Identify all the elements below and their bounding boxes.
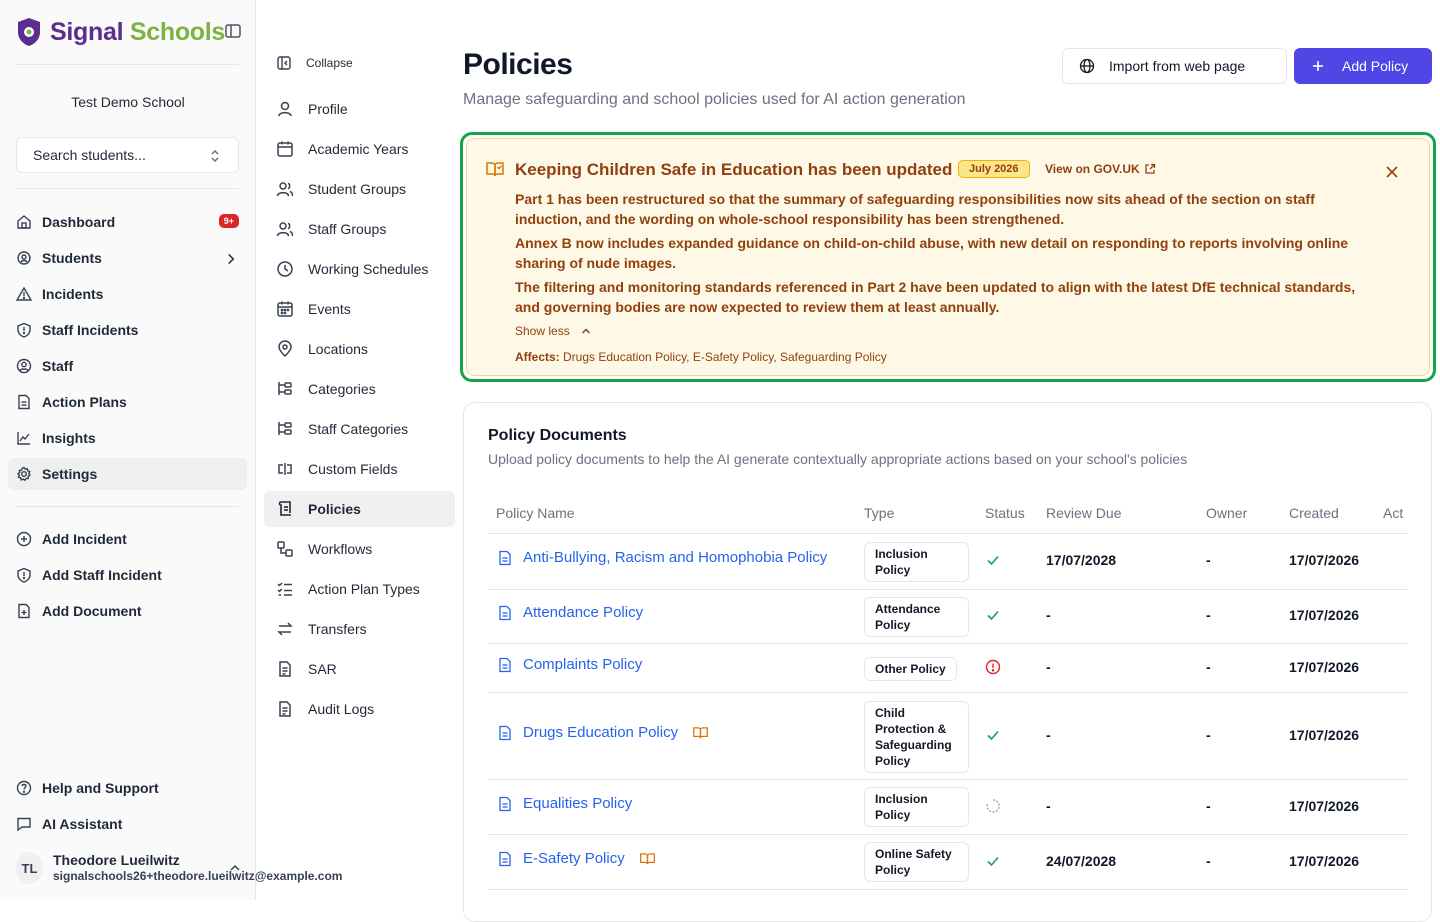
user-icon <box>276 100 294 118</box>
owner: - <box>1206 552 1211 568</box>
panel-toggle-icon[interactable] <box>224 22 242 40</box>
loading-spinner-icon <box>985 798 1001 814</box>
policy-name: Anti-Bullying, Racism and Homophobia Policy <box>523 549 828 566</box>
kcsie-book-icon <box>692 726 709 740</box>
owner: - <box>1206 853 1211 869</box>
students-icon <box>16 250 32 266</box>
close-icon[interactable] <box>1385 165 1399 179</box>
subnav-label: SAR <box>308 661 337 677</box>
col-header-actions[interactable]: Act <box>1383 505 1404 521</box>
subnav-label: Transfers <box>308 621 367 637</box>
created-date: 17/07/2026 <box>1289 607 1360 623</box>
plus-icon <box>1310 58 1326 74</box>
user-menu[interactable] <box>16 848 343 888</box>
nav-action-plans[interactable] <box>8 386 247 418</box>
policy-name: Equalities Policy <box>523 795 633 812</box>
shield-icon <box>16 322 32 338</box>
settings-action-plan-types[interactable] <box>264 571 455 607</box>
divider <box>488 589 1408 590</box>
subnav-label: Categories <box>308 381 376 397</box>
user-circle-icon <box>16 358 32 374</box>
settings-categories[interactable] <box>264 371 455 407</box>
error-icon <box>985 659 1001 675</box>
subnav-label: Workflows <box>308 541 373 557</box>
table-row-name-link[interactable] <box>497 795 632 812</box>
file-text-icon <box>276 700 294 718</box>
review-due: - <box>1046 659 1051 675</box>
nav-staff[interactable] <box>8 350 247 382</box>
globe-icon <box>1079 58 1095 74</box>
plus-circle-icon <box>16 531 32 547</box>
subnav-label: Staff Groups <box>308 221 387 237</box>
divider <box>488 692 1408 693</box>
workflow-icon <box>276 540 294 558</box>
chart-line-icon <box>16 430 32 446</box>
policy-type-badge: Child Protection & Safeguarding Policy <box>864 701 969 773</box>
map-pin-icon <box>276 340 294 358</box>
brand-name: Signal Schools <box>50 17 226 46</box>
divider <box>488 889 1408 890</box>
import-from-web-button[interactable] <box>1062 48 1287 84</box>
clock-icon <box>276 260 294 278</box>
owner: - <box>1206 659 1211 675</box>
document-icon <box>497 725 513 741</box>
quick-add-document[interactable] <box>8 595 247 627</box>
file-text-icon <box>276 660 294 678</box>
policy-type-badge: Online Safety Policy <box>864 842 969 882</box>
link-label: View on GOV.UK <box>1045 162 1140 176</box>
list-checks-icon <box>276 580 294 598</box>
nav-label: Help and Support <box>42 780 159 796</box>
nav-dashboard[interactable] <box>8 206 247 238</box>
settings-audit-logs[interactable] <box>264 691 455 727</box>
created-date: 17/07/2026 <box>1289 798 1360 814</box>
card-title: Policy Documents <box>488 427 627 444</box>
subnav-label: Profile <box>308 101 348 117</box>
page-subtitle: Manage safeguarding and school policies used for AI action generation <box>463 91 966 108</box>
settings-academic-years[interactable] <box>264 131 455 167</box>
calendar-icon <box>276 140 294 158</box>
subnav-label: Staff Categories <box>308 421 409 437</box>
affects-line <box>515 350 887 364</box>
divider <box>488 643 1408 644</box>
affects-label: Affects: <box>515 350 560 364</box>
nav-label: Settings <box>42 466 98 482</box>
help-icon <box>16 780 32 796</box>
settings-student-groups[interactable] <box>264 171 455 207</box>
kcsie-update-alert <box>460 132 1436 382</box>
user-email: signalschools26+theodore.lueilwitz@example.com <box>53 869 343 883</box>
created-date: 17/07/2026 <box>1289 552 1360 568</box>
settings-transfers[interactable] <box>264 611 455 647</box>
document-icon <box>497 657 513 673</box>
owner: - <box>1206 727 1211 743</box>
table-row-name-link[interactable] <box>497 549 827 566</box>
quick-add-staff-incident[interactable] <box>8 559 247 591</box>
shield-logo-icon <box>16 17 42 47</box>
col-header-status[interactable]: Status <box>985 505 1025 521</box>
settings-custom-fields[interactable] <box>264 451 455 487</box>
policy-type-badge: Attendance Policy <box>864 597 969 637</box>
nav-label: Add Staff Incident <box>42 567 162 583</box>
settings-workflows[interactable] <box>264 531 455 567</box>
review-due: - <box>1046 727 1051 743</box>
owner: - <box>1206 607 1211 623</box>
quick-add-incident[interactable] <box>8 523 247 555</box>
view-on-gov-link[interactable] <box>1045 162 1156 176</box>
subnav-label: Academic Years <box>308 141 409 157</box>
policy-name: Drugs Education Policy <box>523 724 679 741</box>
settings-events[interactable] <box>264 291 455 327</box>
col-header-type[interactable]: Type <box>864 505 895 521</box>
review-due: 24/07/2028 <box>1046 853 1117 869</box>
show-less-label: Show less <box>515 324 570 338</box>
nav-label: AI Assistant <box>42 816 123 832</box>
divider <box>488 779 1408 780</box>
subnav-label: Policies <box>308 501 361 517</box>
subnav-label: Events <box>308 301 351 317</box>
policy-type-badge: Inclusion Policy <box>864 542 969 582</box>
text-cursor-icon <box>276 460 294 478</box>
external-link-icon <box>1144 163 1156 175</box>
nav-label: Insights <box>42 430 96 446</box>
document-icon <box>497 851 513 867</box>
kcsie-book-icon <box>639 852 656 866</box>
alert-title: Keeping Children Safe in Education has been updated <box>515 160 953 179</box>
nav-settings[interactable] <box>8 458 247 490</box>
gear-icon <box>16 466 32 482</box>
subnav-label: Audit Logs <box>308 701 375 717</box>
policy-type-badge: Other Policy <box>864 657 957 681</box>
nav-ai-assistant[interactable] <box>8 808 247 840</box>
file-plus-icon <box>16 603 32 619</box>
page-title: Policies <box>463 48 573 81</box>
tree-icon <box>276 420 294 438</box>
school-name: Test Demo School <box>71 94 185 110</box>
col-header-owner[interactable]: Owner <box>1206 505 1248 521</box>
review-due: - <box>1046 798 1051 814</box>
users-icon <box>276 220 294 238</box>
chevron-up-icon <box>228 861 242 875</box>
settings-working-schedules[interactable] <box>264 251 455 287</box>
alert-paragraph: Annex B now includes expanded guidance on child-on-child abuse, with new detail on responding to reports involving online sharing of nude images. <box>515 235 1349 271</box>
table-row-name-link[interactable] <box>497 850 656 867</box>
users-icon <box>276 180 294 198</box>
arrows-icon <box>276 620 294 638</box>
check-icon <box>985 727 1001 743</box>
nav-staff-incidents[interactable] <box>8 314 247 346</box>
tree-icon <box>276 380 294 398</box>
collapse-button[interactable] <box>264 45 455 81</box>
subnav-label: Student Groups <box>308 181 407 197</box>
nav-label: Staff <box>42 358 74 374</box>
brand-logo[interactable] <box>16 14 225 50</box>
col-header-review-due[interactable]: Review Due <box>1046 505 1122 521</box>
avatar: TL <box>16 852 43 884</box>
nav-label: Action Plans <box>42 394 127 410</box>
nav-label: Add Document <box>42 603 142 619</box>
review-due: 17/07/2028 <box>1046 552 1117 568</box>
subnav-label: Locations <box>308 341 368 357</box>
chevrons-up-down-icon <box>208 147 222 165</box>
collapse-label: Collapse <box>306 56 353 70</box>
show-less-toggle[interactable] <box>515 324 592 338</box>
check-icon <box>985 853 1001 869</box>
chat-icon <box>16 816 32 832</box>
policy-name: Attendance Policy <box>523 604 644 621</box>
check-icon <box>985 552 1001 568</box>
policy-name: E-Safety Policy <box>523 850 625 867</box>
sidebar-collapse-icon <box>276 55 292 71</box>
divider <box>488 834 1408 835</box>
search-placeholder: Search students... <box>33 147 146 163</box>
divider <box>16 188 239 189</box>
policy-type-badge: Inclusion Policy <box>864 787 969 827</box>
calendar-days-icon <box>276 300 294 318</box>
created-date: 17/07/2026 <box>1289 727 1360 743</box>
created-date: 17/07/2026 <box>1289 853 1360 869</box>
subnav-label: Working Schedules <box>308 261 429 277</box>
add-policy-label: Add Policy <box>1342 58 1409 74</box>
settings-policies[interactable] <box>264 491 455 527</box>
notification-badge: 9+ <box>219 214 239 228</box>
date-badge: July 2026 <box>958 160 1030 178</box>
col-header-created[interactable]: Created <box>1289 505 1339 521</box>
document-icon <box>497 605 513 621</box>
check-icon <box>985 607 1001 623</box>
divider <box>488 533 1408 534</box>
book-open-icon <box>485 159 505 179</box>
document-icon <box>497 796 513 812</box>
nav-help-support[interactable] <box>8 772 247 804</box>
chevron-right-icon <box>223 251 239 267</box>
policy-documents-card <box>463 402 1432 922</box>
affects-value: Drugs Education Policy, E-Safety Policy, Safeguarding Policy <box>563 350 887 364</box>
add-policy-button[interactable] <box>1294 48 1432 84</box>
alert-paragraph: Part 1 has been restructured so that the summary of safeguarding responsibilities now sits ahead of the section on staff induction, and the wording on whole-school responsibility has been strengthened. <box>515 191 1315 227</box>
home-icon <box>16 214 32 230</box>
settings-profile[interactable] <box>264 91 455 127</box>
settings-staff-groups[interactable] <box>264 211 455 247</box>
nav-label: Dashboard <box>42 214 116 230</box>
nav-label: Add Incident <box>42 531 127 547</box>
table-row-name-link[interactable] <box>497 604 643 621</box>
document-icon <box>16 394 32 410</box>
card-subtitle: Upload policy documents to help the AI generate contextually appropriate actions based on your school's policies <box>488 451 1188 467</box>
settings-staff-categories[interactable] <box>264 411 455 447</box>
table-row-name-link[interactable] <box>497 656 642 673</box>
table-row-name-link[interactable] <box>497 724 709 741</box>
student-search-select[interactable] <box>16 137 239 173</box>
divider <box>16 64 239 65</box>
nav-students[interactable] <box>8 242 247 274</box>
warning-icon <box>16 286 32 302</box>
subnav-label: Custom Fields <box>308 461 398 477</box>
scroll-icon <box>276 500 294 518</box>
divider <box>16 506 239 507</box>
policy-name: Complaints Policy <box>523 656 643 673</box>
nav-label: Staff Incidents <box>42 322 139 338</box>
review-due: - <box>1046 607 1051 623</box>
settings-sar[interactable] <box>264 651 455 687</box>
nav-label: Incidents <box>42 286 104 302</box>
settings-locations[interactable] <box>264 331 455 367</box>
user-name: Theodore Lueilwitz <box>53 852 180 868</box>
chevron-up-icon <box>580 325 592 337</box>
created-date: 17/07/2026 <box>1289 659 1360 675</box>
alert-paragraph: The filtering and monitoring standards referenced in Part 2 have been updated to align with the latest DfE technical standards, and governing bodies are now expected to review them at least annually. <box>515 279 1356 315</box>
document-icon <box>497 550 513 566</box>
col-header-name[interactable]: Policy Name <box>496 505 575 521</box>
shield-icon <box>16 567 32 583</box>
nav-insights[interactable] <box>8 422 247 454</box>
import-label: Import from web page <box>1109 58 1246 74</box>
subnav-label: Action Plan Types <box>308 581 420 597</box>
nav-label: Students <box>42 250 102 266</box>
nav-incidents[interactable] <box>8 278 247 310</box>
owner: - <box>1206 798 1211 814</box>
